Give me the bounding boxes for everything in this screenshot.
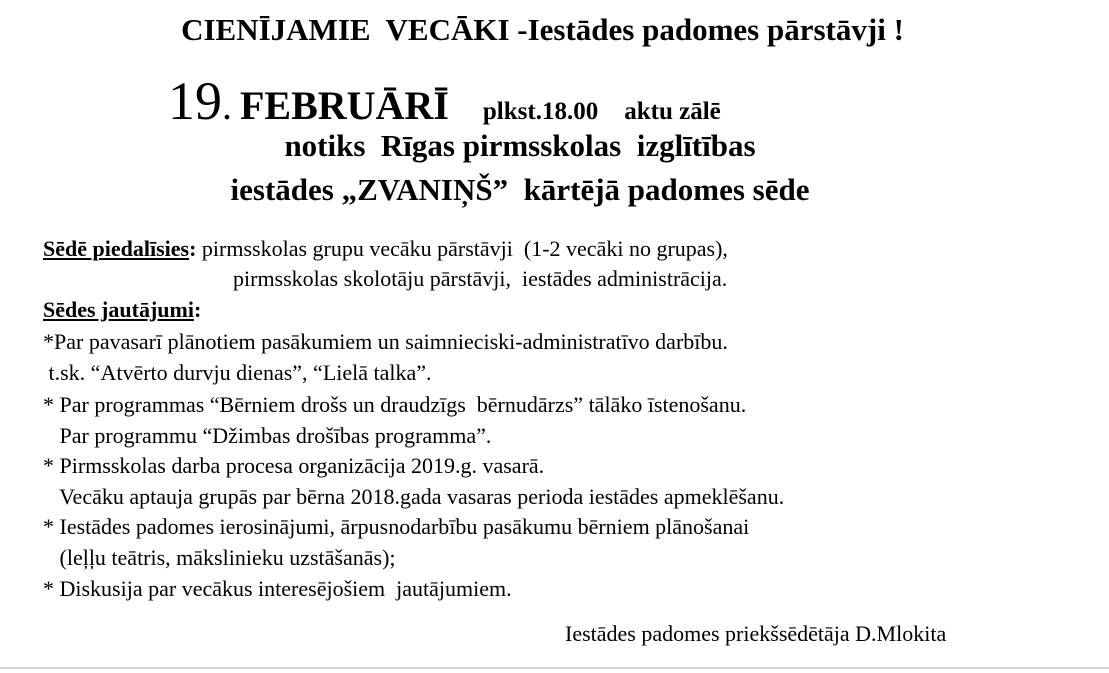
agenda-item-line: * Pirmsskolas darba procesa organizācija 2019.g. vasarā. — [43, 453, 545, 478]
agenda-item-line: t.sk. “Atvērto durvju dienas”, “Lielā talka”. — [43, 360, 432, 385]
agenda-item-line: *Par pavasarī plānotiem pasākumiem un saimnieciski-administratīvo darbību. — [43, 329, 728, 354]
bottom-divider — [0, 667, 1109, 669]
agenda-heading — [43, 299, 201, 321]
meeting-time: plkst.18.00 — [482, 98, 599, 125]
participants-colon: : — [189, 236, 197, 261]
date-dot: . — [222, 83, 232, 128]
participants-text-1: pirmsskolas grupu vecāku pārstāvji (1-2 vecāki no grupas), — [196, 236, 728, 261]
heading-line-3: notiks Rīgas pirmsskolas izglītības — [284, 128, 756, 163]
agenda-label: Sēdes jautājumi — [43, 297, 194, 322]
agenda-item-line: (leļļu teātris, mākslinieku uzstāšanās); — [43, 545, 396, 570]
participants-label: Sēdē piedalīsies — [43, 236, 190, 261]
agenda-item-line: * Par programmas “Bērniem drošs un draudzīgs bērnudārzs” tālāko īstenošanu. — [43, 392, 747, 417]
signature: Iestādes padomes priekšsēdētāja D.Mlokita — [565, 621, 947, 646]
participants-line-2: pirmsskolas skolotāju pārstāvji, iestādes administrācija. — [233, 266, 728, 291]
participants-line-1 — [43, 238, 728, 260]
agenda-item-line: * Diskusija par vecākus interesējošiem jautājumiem. — [43, 576, 512, 601]
heading-line-4: iestādes „ZVANIŅŠ” kārtējā padomes sēde — [230, 172, 810, 207]
agenda-item-line: Vecāku aptauja grupās par bērna 2018.gada vasaras perioda iestādes apmeklēšanu. — [43, 484, 785, 509]
heading-line-1: CIENĪJAMIE VECĀKI -Iestādes padomes pārstāvji ! — [181, 12, 904, 47]
date-month: FEBRUĀRĪ — [240, 83, 449, 128]
agenda-item-line: * Iestādes padomes ierosinājumi, ārpusnodarbību pasākumu bērniem plānošanai — [43, 514, 750, 539]
meeting-place: aktu zālē — [624, 98, 721, 125]
date-number: 19 — [168, 71, 222, 131]
agenda-colon: : — [193, 297, 202, 322]
agenda-item-line: Par programmu “Džimbas drošības programma”. — [43, 423, 492, 448]
